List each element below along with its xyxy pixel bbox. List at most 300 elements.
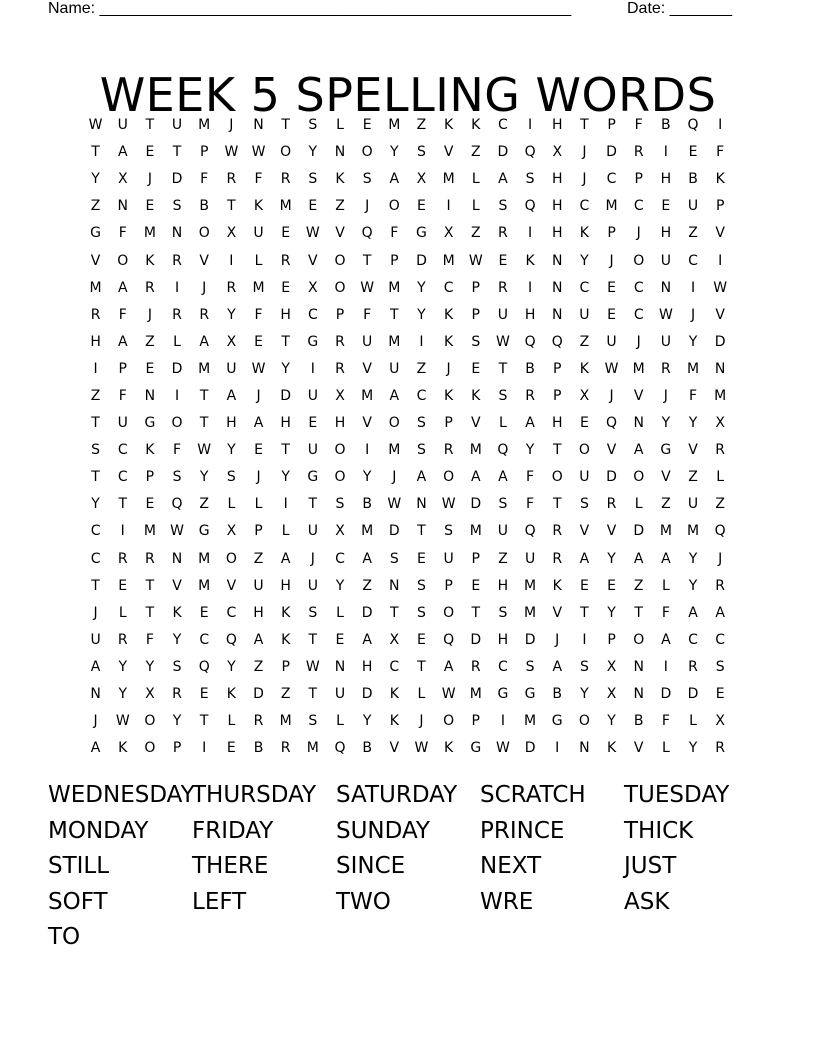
grid-letter: Q <box>497 442 509 459</box>
grid-letter: P <box>145 469 155 486</box>
grid-letter: A <box>117 333 128 350</box>
grid-letter: P <box>634 171 643 188</box>
grid-letter: J <box>229 117 234 134</box>
grid-letter: Y <box>688 577 698 594</box>
grid-letter: U <box>687 198 699 215</box>
grid-letter: W <box>713 279 728 296</box>
grid-letter: F <box>118 225 127 242</box>
grid-letter: Q <box>198 658 210 675</box>
grid-row <box>82 220 734 247</box>
grid-letter: B <box>362 740 372 757</box>
grid-letter: A <box>90 658 101 675</box>
grid-letter: H <box>660 225 672 242</box>
grid-letter: I <box>663 658 668 675</box>
grid-letter: T <box>227 198 236 215</box>
grid-letter: A <box>280 550 291 567</box>
word-bank-item: STILL <box>48 853 110 879</box>
grid-letter: R <box>525 387 535 404</box>
grid-letter: J <box>690 306 696 323</box>
grid-letter: A <box>470 469 481 486</box>
grid-letter: L <box>716 469 725 486</box>
grid-letter: R <box>145 550 155 567</box>
grid-letter: S <box>715 658 725 675</box>
grid-letter: R <box>90 306 101 323</box>
grid-letter: T <box>308 631 318 648</box>
word-bank-item: THERE <box>192 853 269 879</box>
grid-letter: U <box>389 360 400 377</box>
grid-letter: T <box>199 713 209 730</box>
grid-letter: A <box>416 469 427 486</box>
grid-letter: H <box>551 225 563 242</box>
grid-letter: E <box>145 144 155 161</box>
grid-letter: H <box>497 631 509 648</box>
grid-letter: L <box>634 496 643 513</box>
grid-letter: C <box>498 658 508 675</box>
grid-letter: E <box>362 117 372 134</box>
grid-row <box>82 112 734 139</box>
grid-letter: T <box>91 415 100 432</box>
grid-letter: T <box>91 469 100 486</box>
grid-letter: S <box>498 496 508 513</box>
grid-letter: X <box>606 686 617 703</box>
grid-letter: K <box>226 686 236 703</box>
grid-letter: A <box>362 631 372 648</box>
grid-letter: V <box>226 577 237 594</box>
grid-letter: Y <box>118 686 128 703</box>
grid-letter: J <box>582 171 587 188</box>
grid-letter: N <box>334 658 346 675</box>
grid-letter: N <box>389 577 400 594</box>
grid-letter: Y <box>281 360 290 377</box>
grid-letter: K <box>471 387 481 404</box>
grid-letter: P <box>471 279 480 296</box>
grid-letter: Q <box>171 496 183 513</box>
grid-letter: D <box>470 631 482 648</box>
word-bank-item: MONDAY <box>48 817 149 844</box>
grid-letter: Y <box>580 252 589 269</box>
grid-letter: T <box>580 604 589 621</box>
grid-letter: W <box>496 740 510 757</box>
grid-letter: A <box>688 604 698 621</box>
grid-letter: P <box>553 387 562 404</box>
grid-row <box>82 464 734 491</box>
grid-letter: M <box>524 604 537 621</box>
grid-letter: V <box>90 252 101 269</box>
grid-letter: U <box>307 442 318 459</box>
grid-letter: U <box>579 306 590 323</box>
grid-letter: H <box>524 306 536 323</box>
grid-letter: I <box>690 279 696 296</box>
grid-letter: E <box>607 279 616 296</box>
grid-letter: U <box>334 686 346 703</box>
grid-letter: D <box>416 252 427 269</box>
grid-letter: H <box>280 306 291 323</box>
grid-letter: F <box>526 496 535 513</box>
grid-letter: Y <box>172 631 182 648</box>
grid-letter: C <box>688 631 698 648</box>
grid-letter: F <box>390 225 399 242</box>
grid-letter: S <box>172 658 182 675</box>
grid-letter: M <box>361 523 374 540</box>
grid-letter: S <box>91 442 101 459</box>
grid-letter: M <box>442 171 455 188</box>
grid-letter: Y <box>281 469 290 486</box>
grid-letter: F <box>254 306 263 323</box>
grid-letter: W <box>387 496 402 513</box>
grid-letter: M <box>388 442 401 459</box>
grid-letter: G <box>524 686 536 703</box>
grid-letter: Z <box>416 360 427 377</box>
grid-letter: S <box>579 496 589 513</box>
grid-letter: M <box>143 523 156 540</box>
grid-letter: M <box>388 117 401 134</box>
grid-letter: K <box>145 252 155 269</box>
grid-letter: T <box>281 333 290 350</box>
grid-letter: L <box>661 740 670 757</box>
grid-letter: A <box>443 658 454 675</box>
grid-letter: Y <box>118 658 128 675</box>
grid-letter: R <box>552 523 563 540</box>
grid-letter: D <box>606 144 617 161</box>
grid-letter: X <box>715 713 725 730</box>
grid-letter: L <box>254 496 263 513</box>
grid-letter: A <box>633 442 644 459</box>
word-bank-item: TO <box>48 924 81 950</box>
grid-row <box>82 193 734 220</box>
grid-letter: X <box>715 415 725 432</box>
grid-letter: V <box>470 415 481 432</box>
grid-letter: X <box>579 387 590 404</box>
grid-letter: O <box>144 713 156 730</box>
grid-letter: A <box>525 415 535 432</box>
grid-letter: Y <box>308 144 318 161</box>
grid-letter: K <box>444 333 454 350</box>
grid-letter: Q <box>361 225 373 242</box>
grid-letter: S <box>417 415 426 432</box>
grid-letter: E <box>199 686 209 703</box>
grid-letter: Z <box>633 577 644 594</box>
grid-row <box>82 139 734 166</box>
grid-letter: C <box>389 658 400 675</box>
grid-letter: R <box>606 496 617 513</box>
grid-letter: V <box>606 442 617 459</box>
grid-letter: M <box>306 740 319 757</box>
grid-letter: R <box>335 333 345 350</box>
grid-letter: B <box>688 171 698 188</box>
grid-letter: F <box>688 387 698 404</box>
grid-letter: E <box>145 360 155 377</box>
grid-letter: E <box>308 198 318 215</box>
grid-letter: F <box>363 306 372 323</box>
grid-letter: I <box>365 442 370 459</box>
grid-letter: D <box>171 360 183 377</box>
grid-letter: F <box>634 117 643 134</box>
grid-letter: I <box>310 360 315 377</box>
grid-letter: R <box>280 252 291 269</box>
grid-letter: Y <box>417 279 426 296</box>
grid-letter: E <box>145 198 155 215</box>
grid-letter: J <box>392 469 397 486</box>
grid-letter: T <box>145 604 155 621</box>
grid-letter: V <box>308 252 318 269</box>
grid-letter: U <box>171 117 183 134</box>
grid-letter: K <box>579 225 589 242</box>
grid-letter: G <box>144 415 156 432</box>
grid-letter: T <box>308 496 318 513</box>
grid-letter: Z <box>715 496 725 513</box>
grid-letter: S <box>525 658 535 675</box>
grid-letter: Z <box>90 387 101 404</box>
grid-letter: X <box>335 523 345 540</box>
grid-letter: D <box>524 740 536 757</box>
grid-letter: A <box>117 144 128 161</box>
word-bank-item: THICK <box>624 817 694 844</box>
grid-letter: Y <box>145 658 155 675</box>
grid-letter: X <box>226 225 237 242</box>
grid-letter: A <box>253 631 264 648</box>
grid-letter: H <box>280 415 291 432</box>
grid-letter: J <box>93 604 98 621</box>
grid-letter: M <box>469 442 482 459</box>
grid-letter: L <box>254 252 263 269</box>
grid-letter: S <box>525 171 535 188</box>
grid-letter: P <box>199 144 209 161</box>
grid-letter: E <box>417 550 426 567</box>
grid-letter: T <box>552 496 562 513</box>
grid-letter: X <box>335 387 345 404</box>
grid-letter: C <box>90 523 101 540</box>
grid-letter: T <box>199 387 209 404</box>
grid-letter: X <box>606 658 617 675</box>
grid-letter: Y <box>688 740 698 757</box>
grid-letter: W <box>115 713 130 730</box>
grid-letter: I <box>93 360 98 377</box>
grid-letter: O <box>551 469 563 486</box>
word-bank-item: WRE <box>480 888 534 915</box>
grid-letter: K <box>444 306 454 323</box>
grid-letter: N <box>416 496 427 513</box>
grid-letter: W <box>604 360 619 377</box>
grid-letter: N <box>551 306 563 323</box>
grid-letter: J <box>718 550 723 567</box>
grid-letter: A <box>362 550 372 567</box>
grid-letter: U <box>497 306 509 323</box>
grid-letter: K <box>471 117 481 134</box>
grid-letter: J <box>419 713 424 730</box>
grid-letter: I <box>419 333 424 350</box>
grid-letter: V <box>661 469 671 486</box>
grid-letter: B <box>661 117 671 134</box>
grid-letter: J <box>609 387 614 404</box>
grid-letter: T <box>580 117 589 134</box>
grid-letter: E <box>607 306 616 323</box>
grid-letter: M <box>524 713 537 730</box>
grid-letter: F <box>254 171 263 188</box>
grid-letter: O <box>633 631 645 648</box>
grid-letter: Z <box>579 333 590 350</box>
grid-letter: X <box>443 225 454 242</box>
grid-letter: R <box>335 360 345 377</box>
grid-letter: N <box>334 144 346 161</box>
grid-letter: R <box>443 442 454 459</box>
grid-letter: E <box>661 198 671 215</box>
grid-letter: C <box>117 469 128 486</box>
grid-letter: X <box>117 171 128 188</box>
grid-letter: V <box>389 740 400 757</box>
grid-letter: T <box>199 415 209 432</box>
grid-letter: G <box>497 686 509 703</box>
grid-letter: V <box>715 225 725 242</box>
grid-letter: O <box>361 144 373 161</box>
grid-letter: A <box>226 387 237 404</box>
grid-letter: K <box>606 740 617 757</box>
word-bank-item: TWO <box>336 888 391 915</box>
grid-letter: M <box>686 523 700 540</box>
grid-letter: K <box>389 686 399 703</box>
grid-letter: Y <box>91 496 100 513</box>
grid-letter: B <box>525 360 535 377</box>
grid-letter: T <box>634 604 643 621</box>
grid-letter: L <box>227 713 236 730</box>
grid-letter: M <box>198 117 211 134</box>
grid-letter: J <box>310 550 315 567</box>
grid-letter: C <box>606 171 617 188</box>
grid-letter: L <box>336 117 344 134</box>
grid-letter: B <box>552 686 563 703</box>
grid-letter: A <box>253 415 264 432</box>
grid-letter: V <box>362 415 372 432</box>
grid-letter: F <box>145 631 154 648</box>
grid-letter: A <box>199 333 209 350</box>
grid-letter: K <box>172 604 182 621</box>
grid-letter: W <box>170 523 184 540</box>
grid-letter: G <box>307 469 319 486</box>
grid-letter: M <box>686 360 700 377</box>
letter-grid <box>82 112 734 762</box>
grid-letter: R <box>660 360 671 377</box>
grid-letter: P <box>471 550 480 567</box>
grid-letter: C <box>579 279 590 296</box>
grid-letter: M <box>469 523 482 540</box>
grid-letter: E <box>471 360 481 377</box>
word-bank-item: NEXT <box>480 853 542 879</box>
grid-letter: I <box>528 117 533 134</box>
grid-letter: N <box>633 415 644 432</box>
grid-letter: R <box>715 740 726 757</box>
grid-letter: R <box>226 279 237 296</box>
grid-letter: P <box>471 713 480 730</box>
grid-letter: C <box>715 631 726 648</box>
grid-letter: W <box>305 225 320 242</box>
grid-letter: M <box>659 523 672 540</box>
grid-letter: K <box>389 713 399 730</box>
grid-letter: N <box>171 225 183 242</box>
grid-letter: Z <box>470 225 481 242</box>
grid-letter: S <box>308 604 318 621</box>
grid-letter: C <box>335 550 345 567</box>
grid-letter: M <box>198 577 211 594</box>
grid-letter: Q <box>443 631 455 648</box>
grid-letter: Y <box>172 713 182 730</box>
grid-letter: Z <box>145 333 155 350</box>
grid-letter: X <box>416 171 427 188</box>
grid-letter: Z <box>661 496 671 513</box>
grid-letter: O <box>144 740 156 757</box>
word-bank-item: SATURDAY <box>336 782 458 808</box>
grid-letter: V <box>552 604 563 621</box>
grid-letter: Y <box>91 171 100 188</box>
grid-letter: Y <box>688 550 698 567</box>
grid-letter: M <box>143 225 156 242</box>
grid-letter: D <box>633 523 645 540</box>
grid-letter: Q <box>225 631 237 648</box>
grid-letter: R <box>172 252 182 269</box>
grid-letter: H <box>226 415 237 432</box>
grid-letter: E <box>281 279 291 296</box>
grid-letter: J <box>202 279 207 296</box>
grid-letter: N <box>660 279 672 296</box>
grid-row <box>82 275 734 302</box>
grid-letter: C <box>443 279 454 296</box>
grid-row <box>82 491 734 518</box>
grid-letter: E <box>145 496 155 513</box>
grid-letter: E <box>715 686 725 703</box>
grid-letter: O <box>334 252 346 269</box>
grid-letter: T <box>552 442 562 459</box>
grid-letter: M <box>279 198 292 215</box>
grid-row <box>82 329 734 356</box>
grid-letter: E <box>417 631 426 648</box>
grid-letter: U <box>226 360 237 377</box>
grid-letter: O <box>443 604 455 621</box>
grid-letter: W <box>441 496 456 513</box>
grid-letter: O <box>578 713 590 730</box>
grid-row <box>82 735 734 762</box>
grid-letter: E <box>199 604 209 621</box>
grid-letter: C <box>90 550 101 567</box>
grid-letter: H <box>361 658 373 675</box>
grid-letter: I <box>528 225 533 242</box>
grid-letter: H <box>551 415 563 432</box>
grid-letter: R <box>715 577 726 594</box>
grid-letter: Y <box>390 144 399 161</box>
grid-letter: V <box>579 523 590 540</box>
grid-letter: E <box>579 577 589 594</box>
grid-row <box>82 600 734 627</box>
grid-letter: Z <box>498 550 508 567</box>
grid-letter: D <box>361 604 373 621</box>
grid-row <box>82 546 734 573</box>
grid-letter: D <box>497 144 509 161</box>
worksheet-title: WEEK 5 SPELLING WORDS <box>99 67 717 122</box>
grid-letter: Y <box>580 686 589 703</box>
grid-letter: E <box>254 333 263 350</box>
grid-letter: T <box>390 306 399 323</box>
grid-letter: Z <box>90 198 101 215</box>
grid-letter: E <box>471 577 481 594</box>
grid-letter: C <box>416 387 427 404</box>
grid-letter: N <box>633 686 644 703</box>
grid-letter: Y <box>199 469 209 486</box>
grid-letter: Z <box>688 469 698 486</box>
grid-letter: S <box>471 333 481 350</box>
grid-letter: K <box>552 577 562 594</box>
grid-letter: M <box>89 279 102 296</box>
grid-letter: R <box>280 171 291 188</box>
grid-letter: I <box>229 252 234 269</box>
grid-letter: I <box>663 144 668 161</box>
grid-letter: U <box>307 387 318 404</box>
